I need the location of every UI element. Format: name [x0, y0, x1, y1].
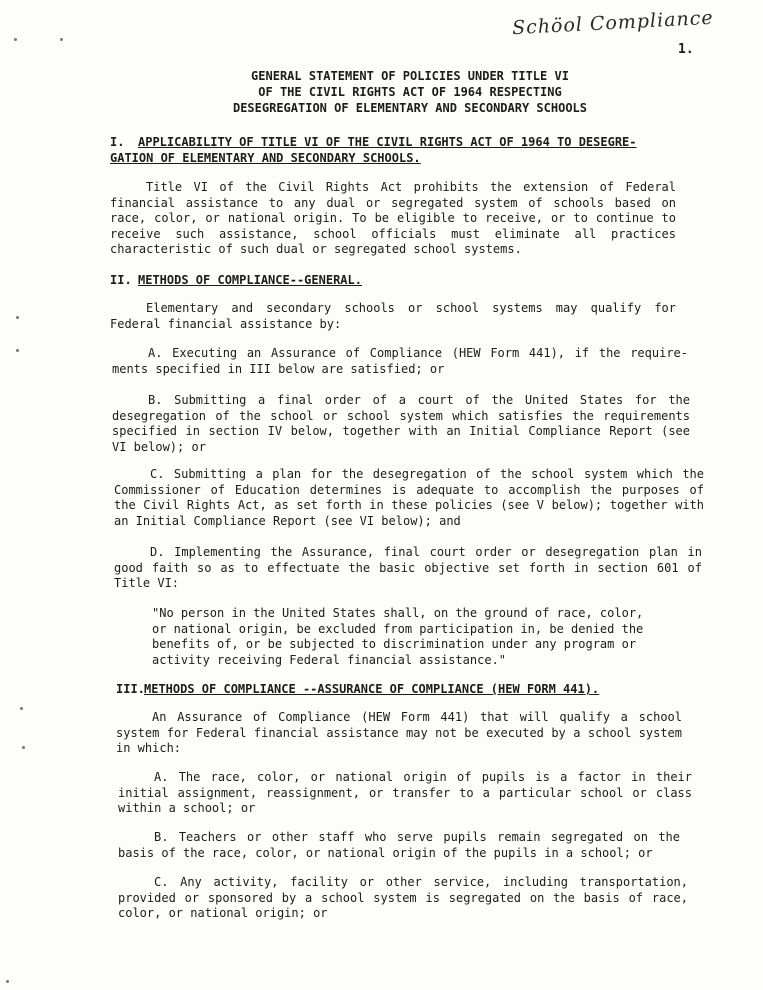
- section-2-intro: Elementary and secondary schools or school systems may qualify for Federal financial assistance by:: [110, 301, 676, 331]
- quote-line-3: benefits of, or be subjected to discrimination under any program or: [152, 637, 637, 652]
- scan-speck: [22, 746, 25, 749]
- scan-speck: [60, 38, 63, 41]
- section-3-number: III.: [116, 682, 145, 696]
- handwritten-annotation: Schöol Compliance: [511, 6, 715, 40]
- section-3-title: METHODS OF COMPLIANCE --ASSURANCE OF COMPLIANCE (HEW FORM 441).: [144, 682, 600, 696]
- section-3-heading: [116, 681, 696, 697]
- section-1-body: Title VI of the Civil Rights Act prohibits the extension of Federal financial assistance to any dual or segregated system of schools based on race, color, or national origin. To be eligible to receive, or to continue to receive such assistance, school officials must eliminate all practices characteristic of such dual or segregated school systems.: [110, 180, 676, 257]
- section-2-item-b: B. Submitting a final order of a court of the United States for the desegregation of the school or school system which satisfies the requirements specified in section IV below, together with an Initial Compliance Report (see VI below); or: [112, 393, 690, 454]
- section-2-item-a: A. Executing an Assurance of Compliance (HEW Form 441), if the require- ments specified in III below are satisfied; or: [112, 346, 688, 376]
- title-line-1: GENERAL STATEMENT OF POLICIES UNDER TITLE VI: [251, 69, 569, 83]
- section-3-item-c: C. Any activity, facility or other service, including transportation, provided or sponsored by a school system is segregated on the basis of race, color, or national origin; or: [118, 875, 688, 921]
- section-2-item-d: D. Implementing the Assurance, final court order or desegregation plan in good faith so as to effectuate the basic objective set forth in section 601 of Title VI:: [114, 545, 702, 591]
- section-1-title: APPLICABILITY OF TITLE VI OF THE CIVIL RIGHTS ACT OF 1964 TO DESEGRE- GATION OF ELEMENTARY AND SECONDARY SCHOOLS.: [110, 135, 637, 165]
- section-1-number: I.: [110, 135, 125, 149]
- scan-speck: [20, 707, 23, 710]
- section-3-item-a: A. The race, color, or national origin of pupils is a factor in their initial assignment, reassignment, or transfer to a particular school or class within a school; or: [118, 770, 692, 816]
- section-2-heading: [110, 272, 670, 288]
- quote-line-2: or national origin, be excluded from participation in, be denied the: [152, 621, 644, 636]
- scan-speck: [14, 38, 17, 41]
- section-3-intro: An Assurance of Compliance (HEW Form 441) that will qualify a school system for Federal financial assistance may not be executed by a school system in which:: [116, 710, 682, 756]
- section-3-item-b: B. Teachers or other staff who serve pupils remain segregated on the basis of the race, color, or national origin of the pupils in a school; or: [118, 830, 680, 860]
- page-number: 1.: [678, 42, 694, 57]
- scan-speck: [6, 980, 9, 983]
- title-line-3: DESEGREGATION OF ELEMENTARY AND SECONDARY SCHOOLS: [232, 101, 587, 115]
- scan-speck: [16, 316, 19, 319]
- section-2-item-c: C. Submitting a plan for the desegregation of the school system which the Commissioner of Education determines is adequate to accomplish the purposes of the Civil Rights Act, as set forth in these policies (see V below); together with an Initial Compliance Report (see VI below); and: [114, 467, 704, 528]
- scan-speck: [16, 349, 19, 352]
- document-title: [150, 68, 670, 116]
- statute-quote: [152, 606, 692, 668]
- section-1-heading: [110, 134, 670, 166]
- quote-line-4: activity receiving Federal financial assistance.": [152, 652, 507, 667]
- quote-line-1: "No person in the United States shall, on the ground of race, color,: [152, 606, 644, 620]
- section-2-title: METHODS OF COMPLIANCE--GENERAL.: [138, 273, 362, 287]
- section-2-number: II.: [110, 273, 132, 287]
- title-line-2: OF THE CIVIL RIGHTS ACT OF 1964 RESPECTING: [258, 85, 562, 99]
